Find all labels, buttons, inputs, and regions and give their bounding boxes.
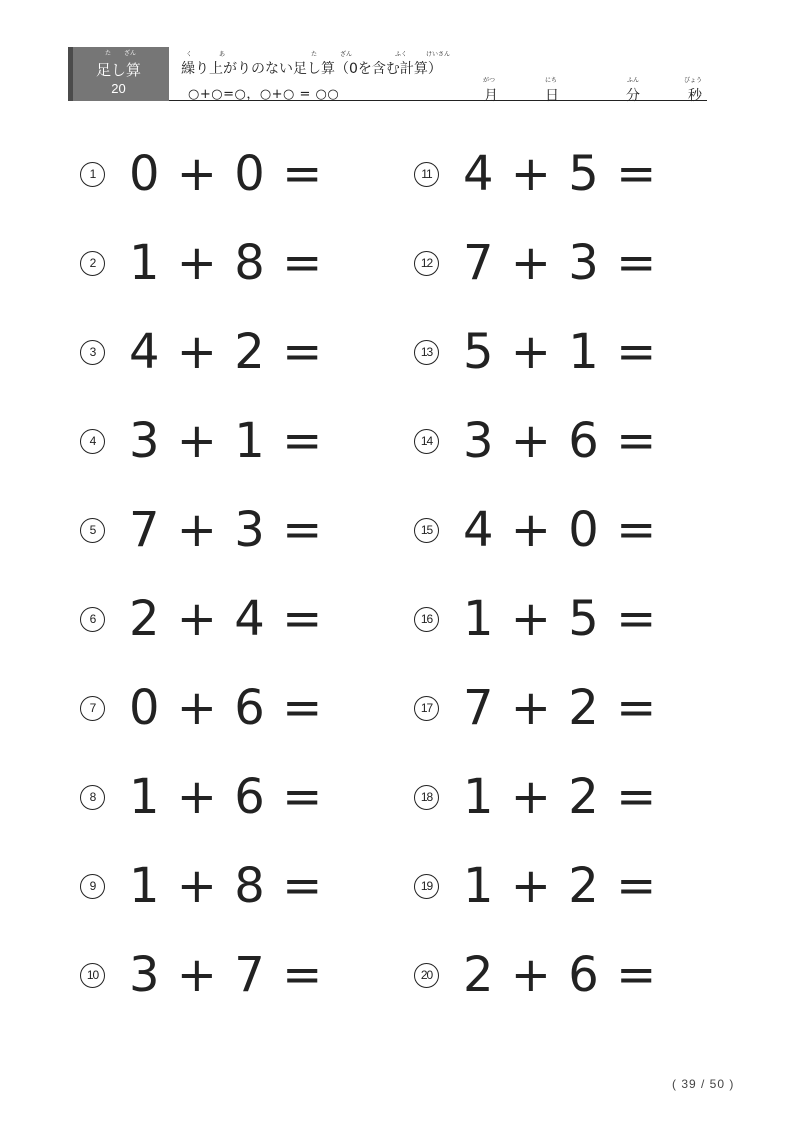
problem-item xyxy=(80,144,323,204)
tab-ruby-ta: た xyxy=(105,50,112,57)
month-field-label: 月 xyxy=(484,88,498,104)
date-ruby-gatsu: がつ xyxy=(483,77,496,84)
problem-number-badge: 14 xyxy=(414,429,439,454)
problem-number-badge: 19 xyxy=(414,874,439,899)
problem-expression: 1 + 2 = xyxy=(463,769,658,825)
title-ruby-fuku: ふく xyxy=(395,51,408,58)
problem-number-badge: 17 xyxy=(414,696,439,721)
problem-item xyxy=(414,500,657,560)
problem-number-badge: 4 xyxy=(80,429,105,454)
problem-expression: 3 + 6 = xyxy=(463,413,658,469)
problem-number-badge: 11 xyxy=(414,162,439,187)
problem-expression: 7 + 3 = xyxy=(463,235,658,291)
problem-expression: 2 + 4 = xyxy=(129,591,324,647)
problem-pattern: ○+○=○，○+○ = ○○ xyxy=(188,87,340,102)
title-ruby-ku: く xyxy=(186,51,193,58)
problem-item xyxy=(80,856,323,916)
problem-number-badge: 12 xyxy=(414,251,439,276)
problem-expression: 0 + 6 = xyxy=(129,680,324,736)
problem-number-badge: 7 xyxy=(80,696,105,721)
problem-number-badge: 10 xyxy=(80,963,105,988)
problem-item xyxy=(80,500,323,560)
date-ruby-fun: ふん xyxy=(627,77,640,84)
problem-item xyxy=(80,589,323,649)
problem-expression: 1 + 2 = xyxy=(463,858,658,914)
title-ruby-keisan: けいさん xyxy=(426,51,451,58)
title-ruby-ta: た xyxy=(311,51,318,58)
problem-number-badge: 6 xyxy=(80,607,105,632)
problem-number-badge: 16 xyxy=(414,607,439,632)
problem-item xyxy=(80,767,323,827)
problem-item xyxy=(414,767,657,827)
worksheet-category-tab xyxy=(68,47,169,101)
problem-item xyxy=(414,322,657,382)
problem-expression: 4 + 2 = xyxy=(129,324,324,380)
problem-number-badge: 15 xyxy=(414,518,439,543)
problem-number-badge: 2 xyxy=(80,251,105,276)
problem-expression: 7 + 3 = xyxy=(129,502,324,558)
problem-number-badge: 20 xyxy=(414,963,439,988)
problem-item xyxy=(414,144,657,204)
problem-item xyxy=(80,233,323,293)
tab-title: 足し算 xyxy=(95,61,141,79)
problem-number-badge: 9 xyxy=(80,874,105,899)
problem-expression: 1 + 5 = xyxy=(463,591,658,647)
problem-number-badge: 13 xyxy=(414,340,439,365)
problem-expression: 4 + 5 = xyxy=(463,146,658,202)
problem-number-badge: 1 xyxy=(80,162,105,187)
problem-expression: 3 + 7 = xyxy=(129,947,324,1003)
problem-number-badge: 8 xyxy=(80,785,105,810)
worksheet-number: 20 xyxy=(111,81,126,96)
page-indicator: ( 39 / 50 ) xyxy=(672,1077,735,1091)
problem-item xyxy=(414,945,657,1005)
tab-ruby-zan: ざん xyxy=(124,50,137,57)
title-ruby-a: あ xyxy=(219,51,226,58)
title-ruby-zan: ざん xyxy=(340,51,353,58)
problem-item xyxy=(80,678,323,738)
problem-number-badge: 5 xyxy=(80,518,105,543)
problem-expression: 4 + 0 = xyxy=(463,502,658,558)
problem-item xyxy=(414,233,657,293)
problem-number-badge: 3 xyxy=(80,340,105,365)
problem-item xyxy=(80,411,323,471)
problem-item xyxy=(414,678,657,738)
problem-expression: 2 + 6 = xyxy=(463,947,658,1003)
problem-expression: 1 + 6 = xyxy=(129,769,324,825)
second-field-label: 秒 xyxy=(688,88,702,104)
problem-number-badge: 18 xyxy=(414,785,439,810)
problem-expression: 0 + 0 = xyxy=(129,146,324,202)
problem-expression: 1 + 8 = xyxy=(129,858,324,914)
date-ruby-byou: びょう xyxy=(684,77,703,84)
problem-expression: 1 + 8 = xyxy=(129,235,324,291)
date-ruby-nichi: にち xyxy=(545,77,558,84)
problem-item xyxy=(80,322,323,382)
day-field-label: 日 xyxy=(545,88,559,104)
problem-item xyxy=(414,411,657,471)
problem-item xyxy=(414,589,657,649)
minute-field-label: 分 xyxy=(626,88,640,104)
problem-item xyxy=(80,945,323,1005)
page-title: 繰り上がりのない足し算（0を含む計算） xyxy=(181,61,442,77)
header-divider xyxy=(169,100,707,101)
problem-item xyxy=(414,856,657,916)
problem-expression: 5 + 1 = xyxy=(463,324,658,380)
problem-expression: 3 + 1 = xyxy=(129,413,324,469)
problem-expression: 7 + 2 = xyxy=(463,680,658,736)
